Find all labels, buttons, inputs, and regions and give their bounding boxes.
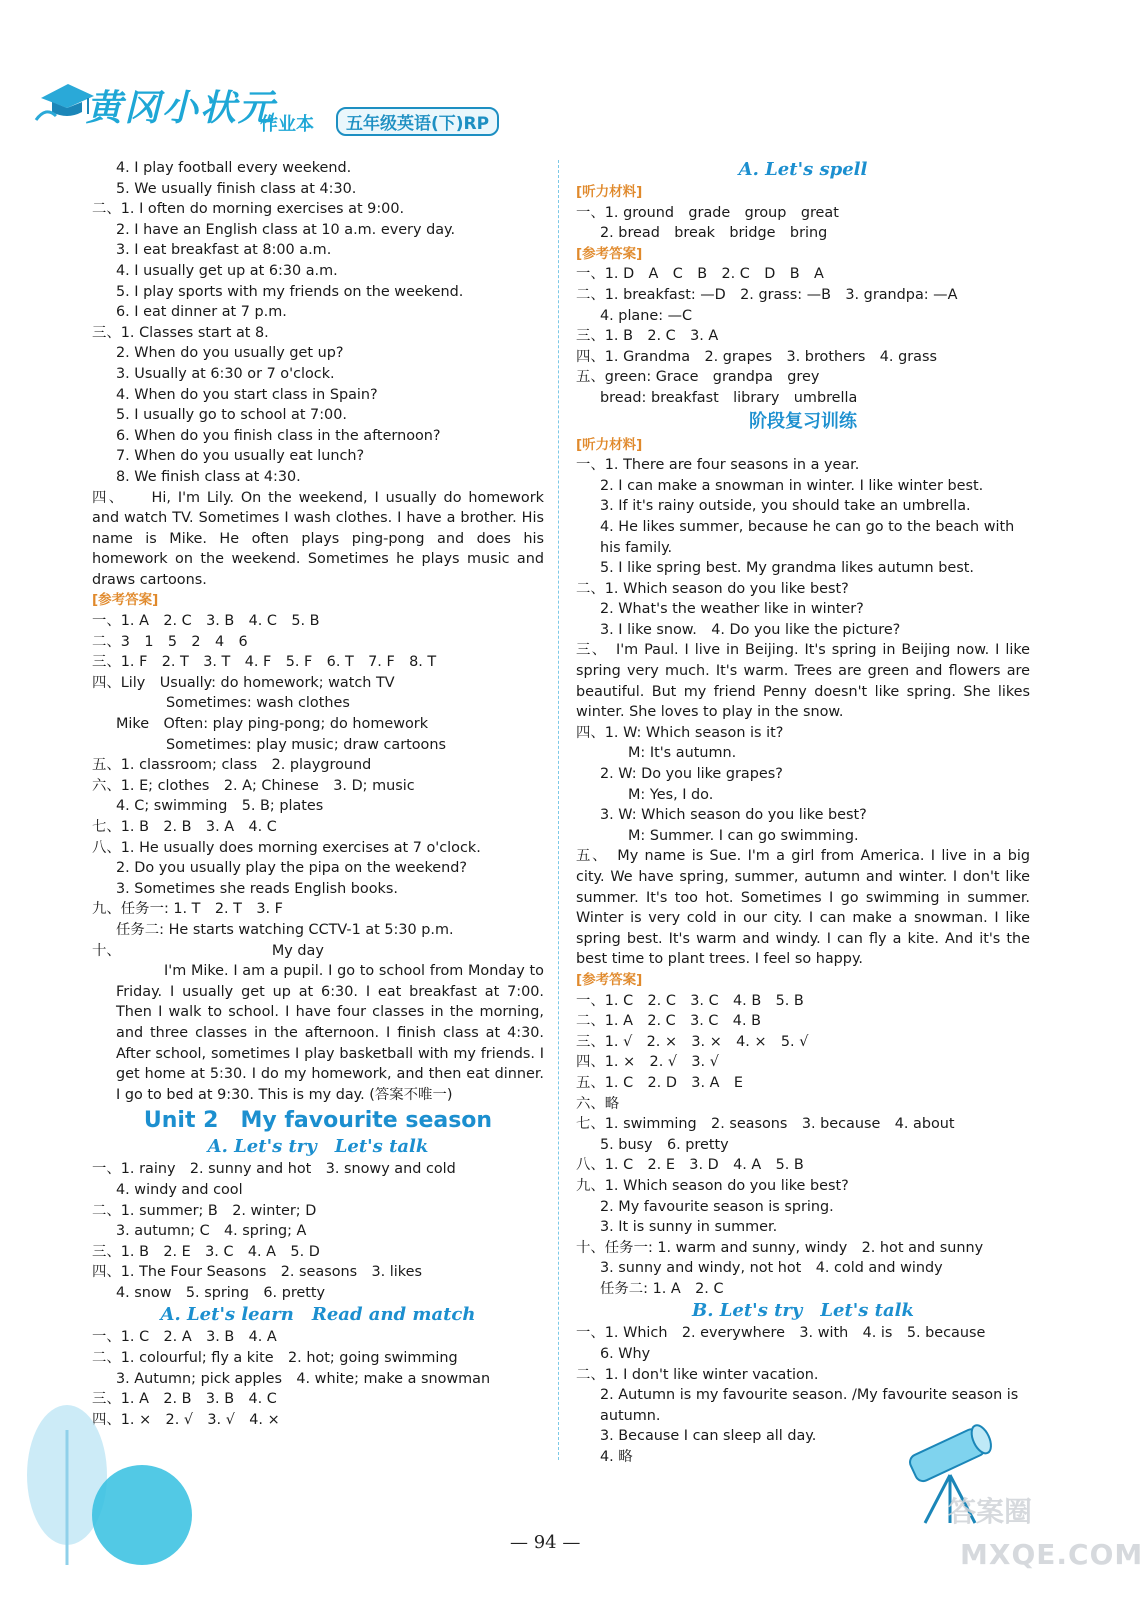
answer-line: 5. I play sports with my friends on the weekend. — [116, 283, 464, 300]
answer-line: 2. When do you usually get up? — [116, 345, 344, 362]
answer-line: 四、 Hi, I'm Lily. On the weekend, I usually do homework and watch TV. Sometimes I wash clothes. I have a brother. His name is Mike. He often plays ping-pong and does his homework on the weekend. Sometimes he plays music and draws cartoons. — [92, 489, 544, 588]
right-column — [576, 158, 1030, 1468]
answer-line: 4. 略 — [600, 1449, 633, 1466]
answer-line: 3. autumn; C 4. spring; A — [116, 1223, 307, 1240]
answer-line: 3. I like snow. 4. Do you like the picture? — [600, 621, 901, 638]
grade-badge: 五年级英语(下)RP — [336, 107, 499, 136]
brand-logo: 黄冈小状元 — [86, 87, 277, 129]
answer-line: 3. Usually at 6:30 or 7 o'clock. — [116, 365, 335, 382]
answer-line: 五、1. classroom; class 2. playground — [92, 757, 372, 774]
answer-line: 任务二: He starts watching CCTV-1 at 5:30 p.m. — [116, 921, 454, 938]
answer-line: 2. I have an English class at 10 a.m. every day. — [116, 221, 456, 238]
book-header — [18, 58, 538, 138]
answer-line: 三、1. √ 2. × 3. × 4. × 5. √ — [576, 1033, 809, 1050]
answer-line: 4. He likes summer, because he can go to the beach with his family. — [600, 518, 1015, 556]
answer-tag: [参考答案] — [92, 592, 159, 609]
answer-line: 二、1. colourful; fly a kite 2. hot; going swimming — [92, 1350, 458, 1367]
answer-line: 6. When do you finish class in the afternoon? — [116, 427, 441, 444]
answer-line: M: Yes, I do. — [628, 786, 714, 803]
answer-line: 二、1. summer; B 2. winter; D — [92, 1202, 317, 1219]
answer-line: 二、1. A 2. C 3. C 4. B — [576, 1013, 761, 1030]
answer-line: Sometimes: play music; draw cartoons — [166, 736, 446, 753]
answer-line: 一、1. D A C B 2. C D B A — [576, 266, 824, 283]
answer-line: 4. I play football every weekend. — [116, 160, 352, 176]
section-heading: A. Let's learn Read and match — [160, 1304, 476, 1326]
section-heading: A. Let's spell — [738, 159, 868, 180]
answer-line: Sometimes: wash clothes — [166, 695, 350, 712]
answer-line: 4. When do you start class in Spain? — [116, 386, 378, 403]
page-number-value: 94 — [533, 1532, 557, 1553]
answer-line: 三、1. A 2. B 3. B 4. C — [92, 1391, 277, 1408]
answer-line: 2. Do you usually play the pipa on the weekend? — [116, 860, 468, 877]
answer-line: 四、1. W: Which season is it? — [576, 724, 784, 741]
answer-line: 八、1. C 2. E 3. D 4. A 5. B — [576, 1157, 804, 1174]
answer-line: 十、任务一: 1. warm and sunny, windy 2. hot and sunny — [576, 1239, 984, 1256]
answer-line: 六、略 — [576, 1095, 620, 1112]
answer-tag: [参考答案] — [576, 245, 643, 262]
answer-line: 8. We finish class at 4:30. — [116, 468, 301, 485]
answer-line: 2. Autumn is my favourite season. /My favourite season is autumn. — [600, 1387, 1019, 1424]
answer-line: 三、 I'm Paul. I live in Beijing. It's spring in Beijing now. I like spring very much. It's warm. Trees are green and flowers are beautiful. But my friend Penny doesn't like spring. She likes winter. She loves to play in the snow. — [576, 642, 1030, 721]
answer-line: 2. W: Do you like grapes? — [600, 766, 783, 783]
answer-line: 九、任务一: 1. T 2. T 3. F — [92, 901, 283, 918]
answer-line: bread: breakfast library umbrella — [600, 389, 858, 406]
answer-line: 5. We usually finish class at 4:30. — [116, 180, 357, 197]
answer-line: 十、 My day — [92, 942, 324, 959]
answer-line: 4. windy and cool — [116, 1181, 243, 1198]
answer-line: 3. If it's rainy outside, you should take an umbrella. — [600, 498, 971, 515]
section-heading: A. Let's try Let's talk — [207, 1136, 429, 1158]
answer-line: 3. W: Which season do you like best? — [600, 807, 867, 824]
answer-line: 二、1. I don't like winter vacation. — [576, 1366, 819, 1383]
tree-decoration-icon — [22, 1400, 192, 1570]
watermark-logo: 答案圈 — [948, 1495, 1033, 1528]
answer-line: 一、1. C 2. C 3. C 4. B 5. B — [576, 992, 804, 1009]
answer-line: 四、1. × 2. √ 3. √ 4. × — [92, 1411, 280, 1428]
answer-line: 一、1. C 2. A 3. B 4. A — [92, 1329, 277, 1346]
answer-line: I'm Mike. I am a pupil. I go to school from Monday to Friday. I usually get up at 6:30. I eat breakfast at 7:00. Then I walk to school. I have four classes in the morning, and three classes in the afternoon. I finish class at 4:30. After school, sometimes I play basketball with my friends. I get home at 5:30. I do my homework, and then eat dinner. I go to bed at 9:30. This is my day. (答案不唯一) — [116, 963, 544, 1103]
answer-line: 一、1. Which 2. everywhere 3. with 4. is 5. because — [576, 1325, 986, 1342]
left-column — [92, 158, 544, 1430]
answer-line: 2. What's the weather like in winter? — [600, 601, 864, 618]
answer-tag: [听力材料] — [576, 436, 643, 453]
answer-line: 四、1. Grandma 2. grapes 3. brothers 4. grass — [576, 348, 937, 365]
page-number: — 94 — — [510, 1532, 581, 1553]
answer-line: 3. I eat breakfast at 8:00 a.m. — [116, 242, 332, 259]
answer-line: 二、1. breakfast: —D 2. grass: —B 3. grandpa: —A — [576, 286, 958, 303]
answer-line: 八、1. He usually does morning exercises at 7 o'clock. — [92, 839, 481, 856]
answer-line: 二、3 1 5 2 4 6 — [92, 633, 248, 650]
answer-line: 4. C; swimming 5. B; plates — [116, 798, 324, 815]
section-heading: Unit 2 My favourite season — [143, 1108, 493, 1134]
answer-line: 一、1. ground grade group great — [576, 204, 839, 221]
answer-line: 2. My favourite season is spring. — [600, 1198, 834, 1215]
answer-line: M: It's autumn. — [628, 745, 737, 762]
answer-line: 6. I eat dinner at 7 p.m. — [116, 304, 287, 321]
answer-line: 2. bread break bridge bring — [600, 225, 828, 242]
answer-line: 3. Because I can sleep all day. — [600, 1428, 817, 1445]
answer-line: 九、1. Which season do you like best? — [576, 1177, 849, 1194]
answer-line: 3. It is sunny in summer. — [600, 1219, 778, 1236]
answer-line: 三、1. B 2. C 3. A — [576, 328, 719, 345]
answer-line: 3. sunny and windy, not hot 4. cold and windy — [600, 1260, 943, 1277]
answer-line: 4. snow 5. spring 6. pretty — [116, 1284, 326, 1301]
answer-tag: [听力材料] — [576, 184, 643, 200]
watermark-url: MXQE.COM — [960, 1538, 1143, 1571]
section-heading: 阶段复习训练 — [749, 410, 857, 432]
answer-line: 五、1. C 2. D 3. A E — [576, 1074, 743, 1091]
answer-line: 任务二: 1. A 2. C — [600, 1280, 724, 1297]
answer-line: 6. Why — [600, 1346, 651, 1363]
answer-line: Mike Often: play ping-pong; do homework — [116, 716, 429, 733]
answer-line: 七、1. swimming 2. seasons 3. because 4. about — [576, 1116, 955, 1133]
answer-line: 四、1. × 2. √ 3. √ — [576, 1054, 719, 1071]
answer-line: 七、1. B 2. B 3. A 4. C — [92, 819, 277, 835]
answer-line: 3. Sometimes she reads English books. — [116, 880, 398, 897]
answer-line: 一、1. rainy 2. sunny and hot 3. snowy and cold — [92, 1161, 456, 1178]
answer-line: M: Summer. I can go swimming. — [628, 827, 859, 844]
answer-line: 7. When do you usually eat lunch? — [116, 448, 365, 465]
answer-line: 4. I usually get up at 6:30 a.m. — [116, 262, 338, 279]
answer-line: 五、green: Grace grandpa grey — [576, 369, 820, 386]
answer-line: 5. busy 6. pretty — [600, 1136, 729, 1153]
answer-line: 一、1. A 2. C 3. B 4. C 5. B — [92, 613, 320, 630]
answer-line: 三、1. Classes start at 8. — [92, 324, 269, 341]
answer-line: 5. I usually go to school at 7:00. — [116, 407, 347, 424]
answer-line: 3. Autumn; pick apples 4. white; make a snowman — [116, 1370, 491, 1387]
answer-line: 4. plane: —C — [600, 307, 693, 324]
answer-line: 三、1. B 2. E 3. C 4. A 5. D — [92, 1243, 320, 1260]
book-label: 作业本 — [260, 114, 314, 135]
answer-line: 三、1. F 2. T 3. T 4. F 5. F 6. T 7. F 8. T — [92, 654, 437, 671]
answer-line: 一、1. There are four seasons in a year. — [576, 457, 860, 474]
answer-line: 六、1. E; clothes 2. A; Chinese 3. D; music — [92, 777, 415, 794]
column-divider — [558, 160, 559, 1460]
answer-tag: [参考答案] — [576, 971, 643, 988]
answer-line: 四、Lily Usually: do homework; watch TV — [92, 674, 395, 691]
answer-line: 四、1. The Four Seasons 2. seasons 3. likes — [92, 1264, 422, 1281]
answer-line: 二、1. I often do morning exercises at 9:00. — [92, 201, 405, 218]
answer-line: 5. I like spring best. My grandma likes autumn best. — [600, 560, 974, 577]
answer-line: 二、1. Which season do you like best? — [576, 580, 849, 597]
answer-line: 2. I can make a snowman in winter. I like winter best. — [600, 477, 984, 494]
answer-line: 五、 My name is Sue. I'm a girl from America. I live in a big city. We have spring, summer, autumn and winter. I don't like summer. It's too hot. Sometimes I go swimming in summer. Winter is very cold in our city. I can make a snowman. I like spring best. It's warm and windy. I can fly a kite. And it's the best time to plant trees. I feel so happy. — [576, 848, 1030, 968]
section-heading: B. Let's try Let's talk — [692, 1300, 914, 1322]
